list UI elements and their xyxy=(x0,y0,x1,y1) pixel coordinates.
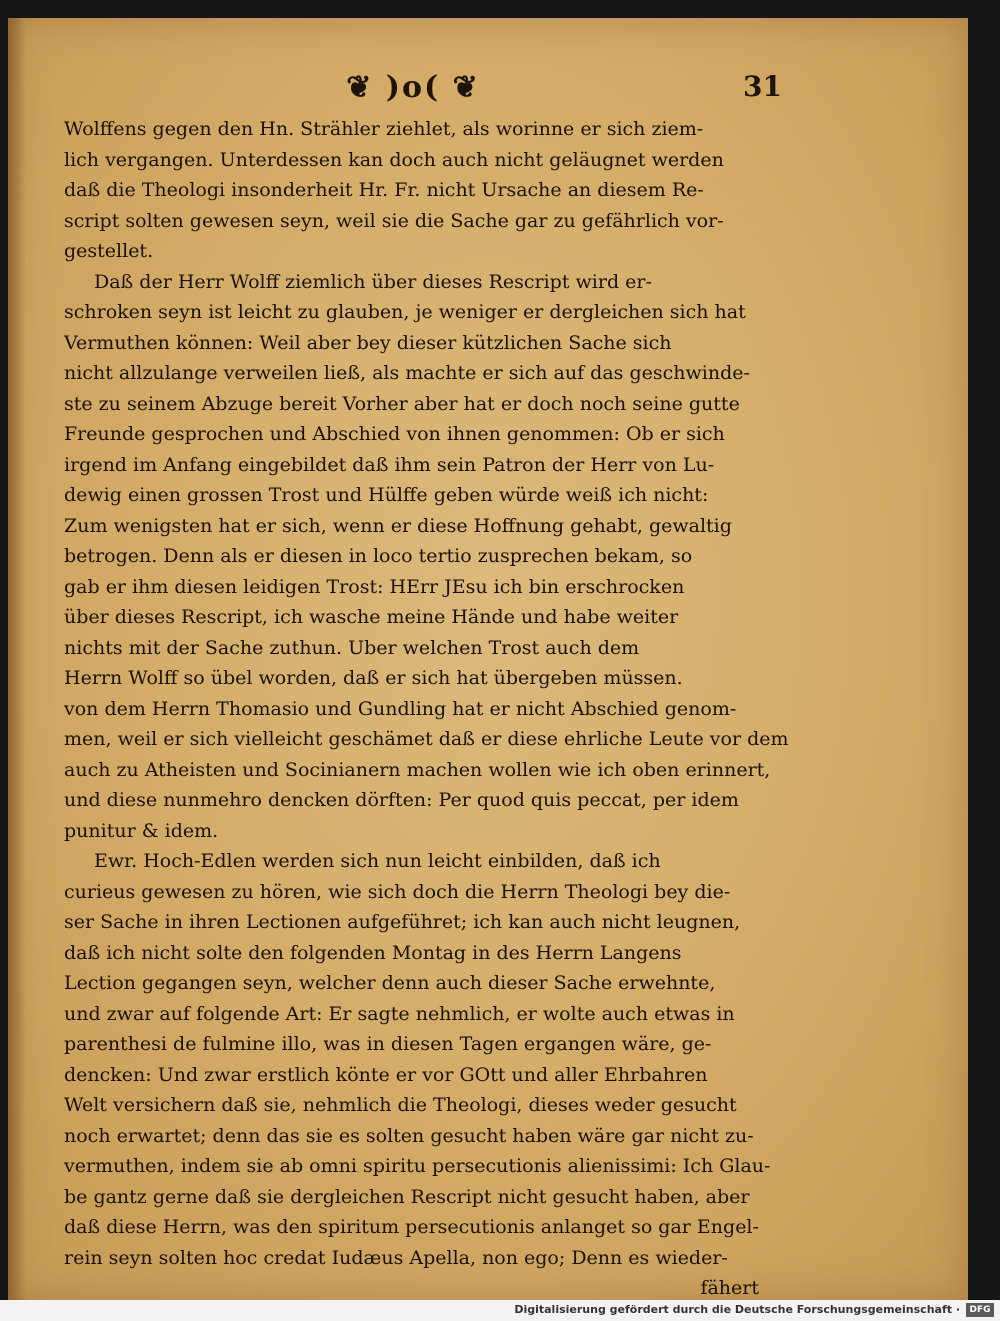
body-text xyxy=(64,114,799,1299)
text-line: punitur & idem. xyxy=(64,819,219,842)
text-line: über dieses Rescript, ich wasche meine Hände und habe weiter xyxy=(64,606,679,628)
text-line: Daß der Herr Wolff ziemlich über dieses Rescript wird er- xyxy=(94,270,652,293)
text-line: daß diese Herrn, was den spiritum persecutionis anlanget so gar Engel- xyxy=(64,1216,759,1238)
text-line: curieus gewesen zu hören, wie sich doch die Herrn Theologi bey die- xyxy=(64,880,731,903)
text-line: nicht allzulange verweilen ließ, als machte er sich auf das geschwinde- xyxy=(64,362,750,384)
text-line: dencken: Und zwar erstlich könte er vor GOtt und aller Ehrbahren xyxy=(64,1063,708,1086)
text-line: auch zu Atheisten und Socinianern machen wollen wie ich oben erinnert, xyxy=(64,758,771,781)
funding-credit: Digitalisierung gefördert durch die Deutsche Forschungsgemeinschaft · xyxy=(514,1303,960,1316)
text-line: Herrn Wolff so übel worden, daß er sich hat übergeben müssen. xyxy=(64,667,683,689)
text-line: parenthesi de fulmine illo, was in diesen Tagen ergangen wäre, ge- xyxy=(64,1033,712,1055)
text-line: Welt versichern daß sie, nehmlich die Theologi, dieses weder gesucht xyxy=(64,1094,737,1116)
text-line: Wolffens gegen den Hn. Strähler ziehlet, als worinne er sich ziem- xyxy=(64,118,704,140)
text-line: gestellet. xyxy=(64,240,154,262)
page-number: 31 xyxy=(743,70,782,103)
text-line: nichts mit der Sache zuthun. Uber welchen Trost auch dem xyxy=(64,636,640,659)
catchword: fähert xyxy=(700,1277,759,1299)
text-line: dewig einen grossen Trost und Hülffe geben würde weiß ich nicht: xyxy=(64,484,709,506)
dfg-logo-icon: DFG xyxy=(966,1303,994,1317)
page-binding-shadow xyxy=(8,18,26,1300)
text-line: men, weil er sich vielleicht geschämet daß er diese ehrliche Leute vor dem xyxy=(64,728,789,750)
text-line: gab er ihm diesen leidigen Trost: HErr JEsu ich bin erschrocken xyxy=(64,575,685,598)
text-line: schroken seyn ist leicht zu glauben, je weniger er dergleichen sich hat xyxy=(64,301,746,323)
footer-bar xyxy=(0,1300,1000,1321)
text-line: Zum wenigsten hat er sich, wenn er diese Hoffnung gehabt, gewaltig xyxy=(64,514,732,537)
text-line: ser Sache in ihren Lectionen aufgeführet; ich kan auch nicht leugnen, xyxy=(64,911,741,933)
text-line: Vermuthen können: Weil aber bey dieser kützlichen Sache sich xyxy=(64,331,672,354)
text-line: rein seyn solten hoc credat Iudæus Apella, non ego; Denn es wieder- xyxy=(64,1246,728,1269)
book-page xyxy=(8,18,968,1300)
text-line: be gantz gerne daß sie dergleichen Rescript nicht gesucht haben, aber xyxy=(64,1185,750,1208)
text-line: irgend im Anfang eingebildet daß ihm sein Patron der Herr von Lu- xyxy=(64,453,715,476)
text-line: von dem Herrn Thomasio und Gundling hat er nicht Abschied genom- xyxy=(64,697,737,720)
text-line: daß die Theologi insonderheit Hr. Fr. nicht Ursache an diesem Re- xyxy=(64,179,704,201)
text-line: daß ich nicht solte den folgenden Montag in des Herrn Langens xyxy=(64,941,682,964)
text-line: und diese nunmehro dencken dörften: Per quod quis peccat, per idem xyxy=(64,789,739,811)
text-line: noch erwartet; denn das sie es solten gesucht haben wäre gar nicht zu- xyxy=(64,1124,754,1147)
text-line: Lection gegangen seyn, welcher denn auch dieser Sache erwehnte, xyxy=(64,972,716,994)
header-ornament: ❦ )o( ❦ xyxy=(346,70,480,105)
text-line: Freunde gesprochen und Abschied von ihnen genommen: Ob er sich xyxy=(64,423,725,445)
text-line: ste zu seinem Abzuge bereit Vorher aber hat er doch noch seine gutte xyxy=(64,392,740,415)
text-line: script solten gewesen seyn, weil sie die Sache gar zu gefährlich vor- xyxy=(64,209,724,232)
text-line: lich vergangen. Unterdessen kan doch auch nicht geläugnet werden xyxy=(64,148,724,171)
text-line: vermuthen, indem sie ab omni spiritu persecutionis alienissimi: Ich Glau- xyxy=(64,1155,771,1177)
text-line: betrogen. Denn als er diesen in loco tertio zusprechen bekam, so xyxy=(64,545,693,567)
text-line: Ewr. Hoch-Edlen werden sich nun leicht einbilden, daß ich xyxy=(94,850,661,872)
text-line: und zwar auf folgende Art: Er sagte nehmlich, er wolte auch etwas in xyxy=(64,1002,735,1025)
